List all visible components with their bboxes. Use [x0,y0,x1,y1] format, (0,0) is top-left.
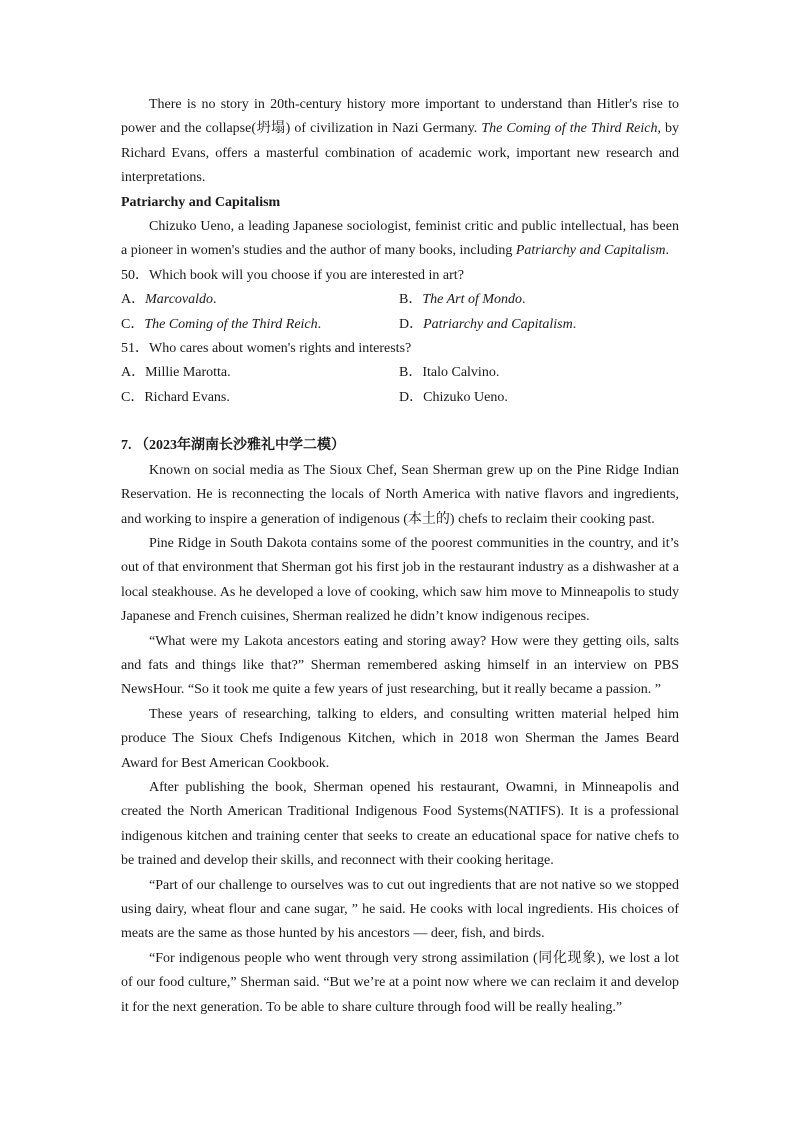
option-text: The Coming of the Third Reich [144,316,318,332]
question-50-options [121,288,679,337]
option-c[interactable] [121,313,399,337]
paragraph-text: There is no story in 20th-century history more important to understand than Hitler's rise to power and the collapse(坍塌) of civilization in Nazi Germany. [121,97,679,137]
passage-paragraph: Known on social media as The Sioux Chef, Sean Sherman grew up on the Pine Ridge Indian Reservation. He is reconnecting the locals of North America with native flavors and ingredients, and working to inspire a generation of indigenous (本土的) chefs to reclaim their cooking past. [121,462,679,527]
option-d[interactable]: D．Chizuko Ueno. [399,389,508,405]
option-b[interactable] [399,288,679,312]
option-d[interactable] [399,313,679,337]
option-text: Patriarchy and Capitalism [423,316,573,332]
paragraph-text: . [665,243,669,259]
paragraph-patriarchy [121,215,679,264]
option-letter: A． [121,292,146,308]
option-punct: . [317,316,322,332]
passage-paragraph: “What were my Lakota ancestors eating and storing away? How were they getting oils, salts and fats and things like that?” Sherman remembered asking himself in an interview on PBS NewsHour. “So it took me quite a few years of just researching, but it really became a passion. ” [121,633,679,698]
passage-paragraph: Pine Ridge in South Dakota contains some of the poorest communities in the country, and it’s out of that environment that Sherman got his first job in the restaurant industry as a dishwasher at a local steakhouse. As he developed a love of cooking, which saw him move to Minneapolis to study Japanese and French cuisines, Sherman realized he didn’t know indigenous recipes. [121,535,679,625]
option-letter: C． [121,316,145,332]
option-punct: . [572,316,577,332]
option-text: The Art of Mondo [422,292,523,308]
option-punct: . [522,292,526,308]
book-title: The Coming of the Third Reich [481,121,658,137]
question-51-options [121,361,679,410]
passage-paragraph: “For indigenous people who went through very strong assimilation (同化现象), we lost a lot of our food culture,” Sherman said. “But we’re at a point now where we can reclaim it and develop it for the next generation. To be able to share culture through food will be really healing.” [121,950,679,1015]
section-spacer [121,410,679,434]
question-50-stem: 50．Which book will you choose if you are interested in art? [121,267,464,283]
option-b[interactable]: B．Italo Calvino. [399,365,500,381]
paragraph-text: , by Richard Evans, offers a masterful combination of academic work, important new research and interpretations. [121,121,680,186]
option-text: Marcovaldo [145,292,214,308]
option-letter: D． [399,316,424,332]
passage-paragraph: After publishing the book, Sherman opened his restaurant, Owamni, in Minneapolis and created the North American Traditional Indigenous Food Systems(NATIFS). It is a professional indigenous kitchen and training center that seeks to create an educational space for native chefs to be trained and develop their skills, and reconnect with their cooking heritage. [121,779,679,869]
passage-heading: 7. （2023年湖南长沙雅礼中学二模） [121,438,345,454]
book-title: Patriarchy and Capitalism [515,243,666,259]
option-c[interactable]: C．Richard Evans. [121,389,230,405]
passage-paragraph: “Part of our challenge to ourselves was to cut out ingredients that are not native so we stopped using dairy, wheat flour and cane sugar, ” he said. He cooks with local ingredients. His choices of meats are the same as those hunted by his ancestors — deer, fish, and birds. [121,877,679,942]
paragraph-third-reich [121,93,679,191]
option-letter: B． [399,292,423,308]
option-a[interactable]: A．Millie Marotta. [121,365,231,381]
document-page [121,93,679,1020]
paragraph-text: Chizuko Ueno, a leading Japanese sociologist, feminist critic and public intellectual, has been a pioneer in women's studies and the author of many books, including [121,219,679,259]
section-heading: Patriarchy and Capitalism [121,194,281,210]
passage-paragraph: These years of researching, talking to elders, and consulting written material helped him produce The Sioux Chefs Indigenous Kitchen, which in 2018 won Sherman the James Beard Award for Best American Cookbook. [121,706,679,771]
option-a[interactable] [121,288,399,312]
question-51-stem: 51．Who cares about women's rights and interests? [121,341,412,357]
option-punct: . [213,292,217,308]
